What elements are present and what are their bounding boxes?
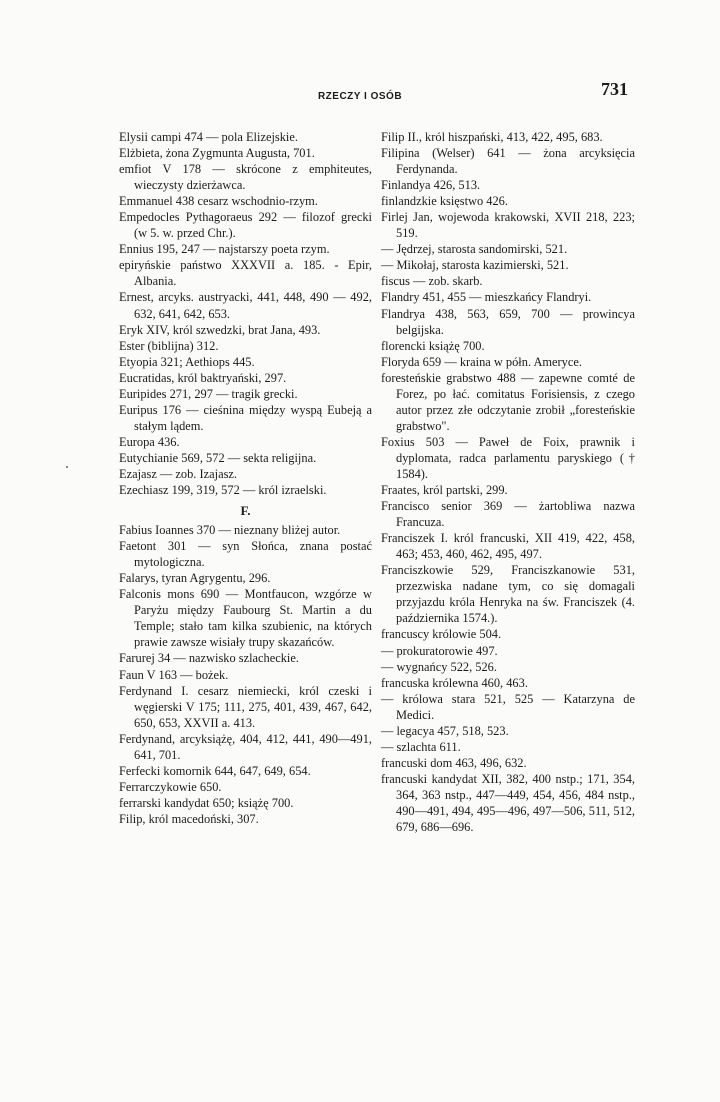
index-entry: Foxius 503 — Paweł de Foix, prawnik i dyplomata, radca parlamentu paryskiego († 1584). — [381, 434, 635, 481]
index-entry: — Mikołaj, starosta kazimierski, 521. — [381, 258, 569, 273]
index-entry: Elysii campi 474 — pola Elizejskie. — [119, 130, 298, 144]
index-entry: Farurej 34 — nazwisko szlacheckie. — [119, 651, 299, 666]
index-entry: Francisco senior 369 — żartobliwa nazwa Francuza. — [381, 499, 635, 530]
index-entry: Ferdynand, arcyksiążę, 404, 412, 441, 490—491, 641, 701. — [119, 731, 372, 762]
index-entry: Ennius 195, 247 — najstarszy poeta rzym. — [119, 242, 330, 257]
index-entry: epiryńskie państwo XXXVII a. 185. - Epir, Albania. — [119, 258, 372, 289]
index-column-right — [381, 129, 635, 835]
index-entry: Etyopia 321; Aethiops 445. — [119, 354, 255, 369]
index-entry: Falarys, tyran Agrygentu, 296. — [119, 571, 271, 586]
margin-speck — [66, 466, 68, 468]
index-entry: — Jędrzej, starosta sandomirski, 521. — [381, 242, 568, 257]
index-entry: Eucratidas, król baktryański, 297. — [119, 370, 287, 385]
index-entry: Elżbieta, żona Zygmunta Augusta, 701. — [119, 146, 315, 161]
index-entry: — szlachta 611. — [381, 739, 461, 754]
index-entry: Firlej Jan, wojewoda krakowski, XVII 218, 223; 519. — [381, 210, 635, 241]
index-entry: Filip II., król hiszpański, 413, 422, 495, 683. — [381, 130, 603, 144]
index-entry: fiscus — zob. skarb. — [381, 274, 483, 289]
index-entry: Filipina (Welser) 641 — żona arcyksięcia Ferdynanda. — [381, 146, 635, 177]
index-entry: — wygnańcy 522, 526. — [381, 659, 497, 674]
index-entry: Floryda 659 — kraina w półn. Ameryce. — [381, 354, 582, 369]
index-entry: Euripus 176 — cieśnina między wyspą Eubeją a stałym lądem. — [119, 402, 372, 433]
index-entry: Emmanuel 438 cesarz wschodnio-rzym. — [119, 194, 318, 209]
index-entry: Ezechiasz 199, 319, 572 — król izraelski. — [119, 483, 327, 498]
index-entry: Fabius Ioannes 370 — nieznany bliżej autor. — [119, 523, 341, 538]
index-entry: Franciszkowie 529, Franciszkanowie 531, przezwiska nadane tym, co się domagali przyjazdu króla Henryka na św. Franciszek (4. października 1574.). — [381, 563, 635, 626]
index-entry: — prokuratorowie 497. — [381, 643, 498, 658]
index-entry: Europa 436. — [119, 434, 180, 449]
index-entry: — królowa stara 521, 525 — Katarzyna de Medici. — [381, 691, 635, 722]
index-entry: Ferfecki komornik 644, 647, 649, 654. — [119, 763, 311, 778]
index-entry: Fraates, król partski, 299. — [381, 483, 508, 498]
index-entry: Euripides 271, 297 — tragik grecki. — [119, 386, 298, 401]
index-entry: Ezajasz — zob. Izajasz. — [119, 466, 237, 481]
index-entry: — legacya 457, 518, 523. — [381, 723, 509, 738]
index-entry: Filip, król macedoński, 307. — [119, 811, 259, 826]
index-entry: emfiot V 178 — skrócone z emphiteutes, wieczysty dzierżawca. — [119, 162, 372, 193]
index-entry: florencki książę 700. — [381, 338, 485, 353]
index-entry: Ferdynand I. cesarz niemiecki, król czeski i węgierski V 175; 111, 275, 401, 439, 467, 642, 650, 653, XXVII a. 413. — [119, 683, 372, 730]
index-entry: francuska królewna 460, 463. — [381, 675, 528, 690]
index-entry: francuski kandydat XII, 382, 400 nstp.; 171, 354, 364, 363 nstp., 447—449, 454, 456, 484 nstp., 490—491, 494, 495—496, 497—506, 511, 512, 679, 686—696. — [381, 771, 635, 835]
page-number: 731 — [601, 79, 628, 99]
index-entry: foresteńskie grabstwo 488 — zapewne comté de Forez, po łać. comitatus Forisiensis, z czego autor przez złe odczytanie zrobił „foresteńskie grabstwo". — [381, 370, 635, 433]
index-entries-f — [119, 522, 372, 827]
index-entry: Flandry 451, 455 — mieszkańcy Flandryi. — [381, 290, 592, 305]
index-entry: Faetont 301 — syn Słońca, znana postać mytologiczna. — [119, 539, 372, 570]
index-entry: Finlandya 426, 513. — [381, 178, 481, 193]
index-entry: francuski dom 463, 496, 632. — [381, 755, 527, 770]
index-entry: Faun V 163 — bożek. — [119, 667, 229, 682]
index-entry: Flandrya 438, 563, 659, 700 — prowincya belgijska. — [381, 306, 635, 337]
index-entry: francuscy królowie 504. — [381, 627, 502, 642]
index-entry: Ester (biblijna) 312. — [119, 338, 219, 353]
index-entries-f-continued — [381, 129, 635, 835]
index-entry: Ernest, arcyks. austryacki, 441, 448, 490 — 492, 632, 641, 642, 653. — [119, 290, 372, 321]
running-header: RZECZY I OSÓB — [317, 91, 403, 102]
index-entry: finlandzkie księstwo 426. — [381, 194, 508, 209]
index-entry: Empedocles Pythagoraeus 292 — filozof grecki (w 5. w. przed Chr.). — [119, 210, 372, 241]
index-entry: Falconis mons 690 — Montfaucon, wzgórze w Paryżu między Faubourg St. Martin a du Temple; stało tam kilka szubienic, na których prawie zawsze wisiały trupy skazańców. — [119, 587, 372, 650]
section-letter: F. — [240, 503, 251, 519]
index-entry: Franciszek I. król francuski, XII 419, 422, 458, 463; 453, 460, 462, 495, 497. — [381, 531, 635, 562]
index-entry: Eutychianie 569, 572 — sekta religijna. — [119, 450, 317, 465]
index-entry: Eryk XIV, król szwedzki, brat Jana, 493. — [119, 322, 321, 337]
index-column-left — [119, 129, 372, 827]
index-entry: ferrarski kandydat 650; książę 700. — [119, 795, 294, 810]
index-entry: Ferrarczykowie 650. — [119, 779, 222, 794]
index-entries-e — [119, 129, 372, 498]
